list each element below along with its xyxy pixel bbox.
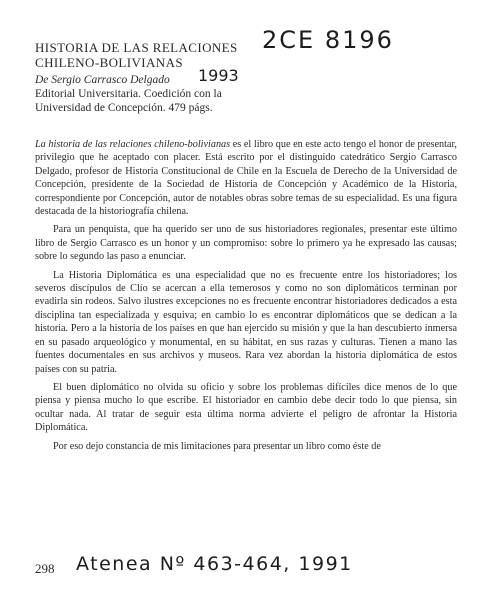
author-name: Sergio Carrasco Delgado (51, 74, 170, 86)
byline (35, 73, 295, 87)
handwritten-year: 1993 (198, 66, 239, 85)
handwritten-journal-reference: Atenea Nº 463-464, 1991 (76, 553, 353, 575)
byline-prefix: De (35, 74, 49, 86)
publisher-line2: Universidad de Concepción. 479 págs. (35, 102, 213, 114)
publisher-line1: Editorial Universitaria. Coedición con la (35, 88, 222, 100)
paragraph-1-text: es el libro que en este acto tengo el honor de presentar, privilegio que he aceptado con placer. Está escrito por el distinguido catedrático Sergio Carrasco Delgado, profesor de Historia Constitucional de Chile en la Escuela de Derecho de la Universidad de Concepción, presidente de la Sociedad de Historia de Concepción y Académico de la Historia, correspondiente por Concepción, autor de notables obras sobre temas de su especialidad. Es una figura destacada de la historiografía chilena. (35, 139, 457, 218)
book-title-inline: La historia de las relaciones chileno-bolivianas (35, 139, 231, 150)
page-number: 298 (35, 561, 55, 576)
book-title-line2: CHILENO-BOLIVIANAS (35, 55, 184, 70)
paragraph-2: Para un penquista, que ha querido ser uno de sus historiadores regionales, presentar este último libro de Sergio Carrasco es un honor y un compromiso: sobre lo primero ya he expresado las causas; sobre lo segundo las paso a enunciar. (35, 224, 457, 263)
paragraph-3: La Historia Diplomática es una especialidad que no es frecuente entre los historiadores; los severos discípulos de Clío se acercan a ella temerosos y como no son diplomáticos terminan por evadirla sin rodeos. Salvo ilustres excepciones no es frecuente encontrar historiadores dedicados a esta disciplina tan especializada y esquiva; en cambio lo es encontrar diplomáticos que se dedican a la historia. Pero a la historia de los países en que han ejercido su misión y que la han descubierto inmersa en su pasado arqueológico y monumental, en su hábitat, en sus razas y culturas. Tienen a mano las fuentes documentales en sus archivos y museos. Rara vez abordan la historia diplomática de estos países con su patria. (35, 269, 457, 375)
paragraph-4: El buen diplomático no olvida su oficio y sobre los problemas difíciles dice menos de lo que piensa y piensa mucho lo que escribe. El historiador en cambio debe decir todo lo que piensa, sin ocultar nada. Al tratar de seguir esta última norma advierte el peligro de afrontar la Historia Diplomática. (35, 381, 457, 434)
paragraph-5: Por eso dejo constancia de mis limitaciones para presentar un libro como éste de (53, 440, 381, 452)
review-body (35, 138, 457, 458)
review-header (35, 40, 295, 115)
paragraph-1 (35, 138, 457, 218)
handwritten-call-number: 2CE 8196 (262, 26, 394, 54)
book-title-line1: HISTORIA DE LAS RELACIONES (35, 40, 238, 55)
